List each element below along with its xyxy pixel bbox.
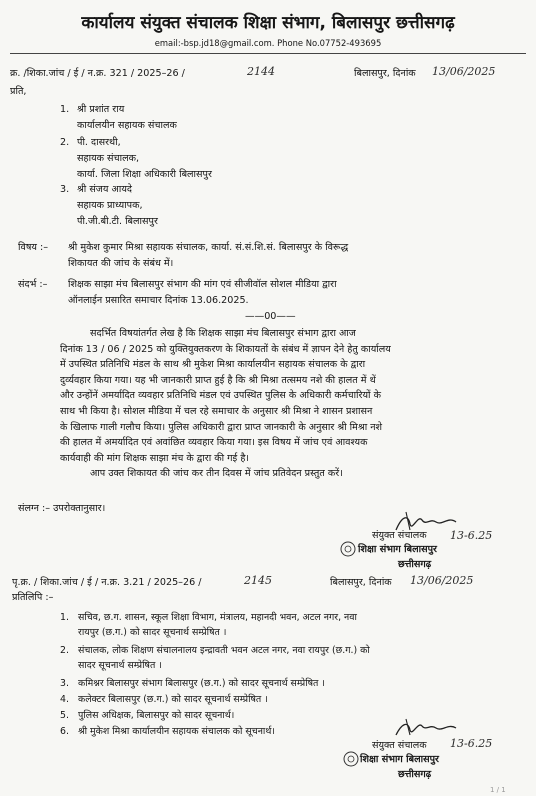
copy-4-num: 4. xyxy=(60,694,69,705)
reference-label: संदर्भ :– xyxy=(18,279,48,290)
recipient-1-line-1: श्री प्रशांत राय xyxy=(77,104,125,115)
office-title: कार्यालय संयुक्त संचालक शिक्षा संभाग, बिलासपुर छत्तीसगढ़ xyxy=(81,13,455,33)
recipient-2-num: 2. xyxy=(60,137,70,148)
sig1-designation: संयुक्त संचालक xyxy=(372,530,427,541)
sig2-designation: संयुक्त संचालक xyxy=(372,740,427,751)
body-line: साथ भी किया है। सोशल मीडिया में चल रहे समाचार के अनुसार श्री मिश्रा ने शासन प्रशासन xyxy=(60,405,373,417)
copy-label: प्रतिलिपि :– xyxy=(12,592,54,603)
copy-3-num: 3. xyxy=(60,678,69,689)
recipient-3-num: 3. xyxy=(60,184,70,195)
recipient-3-line-2: सहायक प्राध्यापक, xyxy=(77,200,143,211)
body-line: दुर्व्यवहार किया गया। यह भी जानकारी प्राप्त हुई है कि श्री मिश्रा तत्समय नशे की हालत में थें xyxy=(60,374,376,386)
sig2-date-handwritten: 13-6.25 xyxy=(450,737,493,750)
copy-1-num: 1. xyxy=(60,612,69,623)
sig1-state: छत्तीसगढ़ xyxy=(398,559,432,570)
copy-2-num: 2. xyxy=(60,645,69,656)
letter2-ref-handwritten: 2145 xyxy=(244,574,272,587)
letter1-ref-number: क्र. /शिका.जांच / ई / न.क्र. 321 / 2025–26 / xyxy=(10,68,185,79)
section-divider: ——00—— xyxy=(245,311,296,322)
office-seal-2 xyxy=(342,750,360,768)
recipient-1-num: 1. xyxy=(60,104,70,115)
page-marker: 1 / 1 xyxy=(490,786,506,794)
letter1-ref-handwritten: 2144 xyxy=(247,65,275,78)
contact-line: email:-bsp.jd18@gmail.com. Phone No.07752-493695 xyxy=(154,38,382,48)
copy-5-line-1: पुलिस अधिक्षक, बिलासपुर को सादर सूचनार्थ। xyxy=(78,710,235,721)
letter2-date-handwritten: 13/06/2025 xyxy=(410,574,474,587)
body-line: दिनांक 13 / 06 / 2025 को युक्तियुक्तकरण के शिकायतों के संबंध में ज्ञापन देने हेतु कार्यालय xyxy=(60,343,391,355)
copy-4-line-1: कलेक्टर बिलासपुर (छ.ग.) को सादर सूचनार्थ सम्प्रेषित । xyxy=(78,694,268,705)
to-label: प्रति, xyxy=(10,86,27,97)
body-line: और उन्होंनें अमर्यादित व्यवहार प्रतिनिधि मंडल एवं उपस्थित पुलिस के अधिकारी कर्मचारियों के xyxy=(60,390,381,402)
sig1-date-handwritten: 13-6.25 xyxy=(450,529,493,542)
body-line: के खिलाफ गाली गलौच किया। पुलिस अधिकारी द्वारा प्राप्त जानकारी के अनुसार श्री मिश्रा नशे xyxy=(60,421,383,433)
office-seal-1 xyxy=(339,540,357,558)
letter2-ref-number: पृ.क्र. / शिका.जांच / ई / न.क्र. 3.21 / 2025–26 / xyxy=(12,577,202,588)
copy-1-line-2: रायपुर (छ.ग.) को सादर सूचनार्थ सम्प्रेषित । xyxy=(78,627,227,638)
recipient-2-line-2: सहायक संचालक, xyxy=(77,153,140,164)
recipient-2-line-3: कार्या. जिला शिक्षा अधिकारी बिलासपुर xyxy=(77,169,212,180)
copy-5-num: 5. xyxy=(60,710,69,721)
reference-line-2: ऑनलाईन प्रसारित समाचार दिनांक 13.06.2025. xyxy=(68,295,249,306)
recipient-1-line-2: कार्यालयीन सहायक संचालक xyxy=(77,120,177,131)
copy-6-line-1: श्री मुकेश मिश्रा कार्यालयीन सहायक संचालक को सूचनार्थ। xyxy=(78,726,275,737)
recipient-3-line-1: श्री संजय आयदे xyxy=(77,184,133,195)
body-line: सदर्भित विषयांतर्गत लेख है कि शिक्षक साझा मंच बिलासपुर संभाग द्वारा आज xyxy=(90,328,356,339)
copy-2-line-1: संचालक, लोक शिक्षण संचालनालय इन्द्रावती भवन अटल नगर, नवा रायपुर (छ.ग.) को xyxy=(78,645,370,656)
header-divider xyxy=(10,53,526,54)
sig2-state: छत्तीसगढ़ xyxy=(398,769,432,780)
subject-label: विषय :– xyxy=(18,242,49,253)
copy-1-line-1: सचिव, छ.ग. शासन, स्कूल शिक्षा विभाग, मंत्रालय, महानदी भवन, अटल नगर, नवा xyxy=(78,612,357,623)
body-line: की हालत में अमर्यादित एवं अवांछित व्यवहार किया गया। इस विषय में जांच एवं आवश्यक xyxy=(60,437,368,449)
body-line: में उपस्थित प्रतिनिधि मंडल के साथ श्री मुकेश मिश्रा कार्यालयीन सहायक संचालक के द्वारा xyxy=(60,359,366,371)
letter-body xyxy=(60,326,522,482)
copy-2-line-2: सादर सूचनार्थ सम्प्रेषित । xyxy=(78,660,162,671)
copy-6-num: 6. xyxy=(60,726,69,737)
body-line: आप उक्त शिकायत की जांच कर तीन दिवस में जांच प्रतिवेदन प्रस्तुत करें। xyxy=(90,468,343,480)
letter1-date-handwritten: 13/06/2025 xyxy=(432,65,496,78)
recipient-2-line-1: पी. दासरथी, xyxy=(77,137,121,148)
subject-line-2: शिकायत की जांच के संबंध में। xyxy=(68,258,174,269)
letter2-place-date-label: बिलासपुर, दिनांक xyxy=(330,577,392,588)
body-line: कार्यवाही की मांग शिक्षक साझा मंच के द्वारा की गई है। xyxy=(60,452,250,464)
letter1-place-date-label: बिलासपुर, दिनांक xyxy=(354,68,416,79)
sig2-office: शिक्षा संभाग बिलासपुर xyxy=(360,754,439,765)
sig1-office: शिक्षा संभाग बिलासपुर xyxy=(358,544,437,555)
subject-line-1: श्री मुकेश कुमार मिश्रा सहायक संचालक, कार्या. सं.सं.शि.सं. बिलासपुर के विरूद्ध xyxy=(68,242,349,253)
recipient-3-line-3: पी.जी.बी.टी. बिलासपुर xyxy=(77,216,158,227)
copy-3-line-1: कमिश्नर बिलासपुर संभाग बिलासपुर (छ.ग.) को सादर सूचनार्थ सम्प्रेषित । xyxy=(78,678,325,689)
reference-line-1: शिक्षक साझा मंच बिलासपुर संभाग की मांग एवं सीजीवॉल सोशल मीडिया द्वारा xyxy=(68,279,337,290)
enclosure-note: संलग्न :– उपरोक्तानुसार। xyxy=(18,503,106,514)
